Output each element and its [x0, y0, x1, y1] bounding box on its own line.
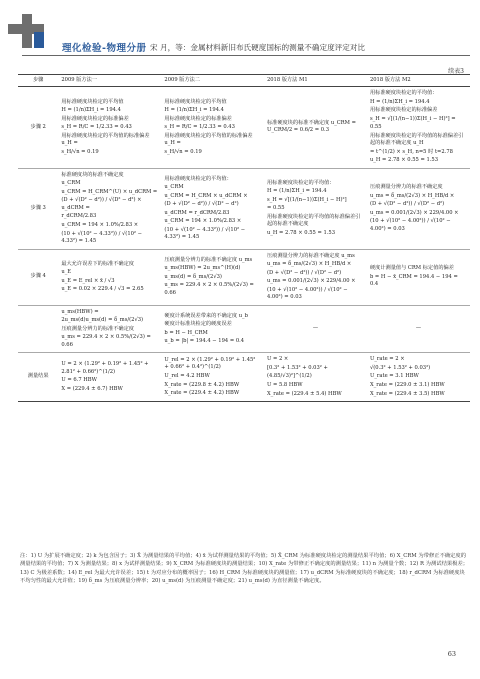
- cell-line: 用标准硬度块检定的平均值: [61, 98, 124, 105]
- cell-line: u_CRM = H_CRM^(U) × u_dCRM =: [61, 188, 158, 195]
- cell-line: U = 6.7 HBW: [61, 377, 97, 384]
- cell-line: X_rate = (229.4 ± 5.4) HBW: [266, 390, 342, 397]
- cell-line: b = H − H_CRM: [164, 329, 208, 336]
- cell-line: 用标准硬度块检定的平均值：: [266, 179, 335, 186]
- method-cell: [367, 87, 470, 169]
- cell-line: u_E = E_rel × x̄ / √3: [61, 277, 115, 284]
- cell-line: X_rate = (229.0 ± 3.1) HBW: [369, 382, 445, 388]
- column-header: 步骤: [18, 75, 58, 87]
- cell-line: 最大允许误差下的标准不确定度: [61, 260, 134, 267]
- cell-line: (D + √(D² − d²)) / √(D² − d²): [369, 201, 445, 208]
- cell-line: 压痕测量分辨力的标准不确定度: [61, 325, 134, 332]
- cell-line: 硬度计标准块检定的硬度误差: [164, 321, 232, 328]
- cell-line: 0.55: [369, 124, 382, 131]
- step-cell: 步骤 4: [18, 249, 58, 305]
- method-cell: [367, 305, 470, 353]
- cell-line: u_CRM = 194 × 1.0%/2.83 ×: [164, 218, 242, 225]
- cell-line: u_CRM = 194 × 1.0%/2.83 ×: [61, 221, 139, 228]
- cell-line: u_ms = 0.001/(2√3) × 229/4.00 ×: [266, 278, 356, 285]
- cell-line: (10 + √(10² − 4.33²)) / √(10² − 4.33²) = 1.45: [61, 230, 143, 245]
- method-cell: [161, 168, 264, 249]
- cell-line: 用标准硬度块检定的平均值：: [164, 175, 232, 182]
- method-cell: [58, 305, 161, 353]
- cell-line: U = 2 ×: [266, 356, 289, 363]
- method-cell: [367, 353, 470, 402]
- cell-line: 用标准硬度块检定的标准偏差: [369, 107, 438, 114]
- cell-line: s_H = R/C = 1/2.33 = 0.43: [164, 124, 235, 131]
- method-cell: [367, 168, 470, 249]
- cell-line: 用标准硬度块检定的标准偏差: [61, 115, 129, 122]
- column-header: 2018 版方法 M2: [367, 75, 470, 87]
- cell-line: U_rel = 4.2 HBW: [164, 372, 210, 379]
- cell-line: H = (1/n)ΣH_i = 194.4: [164, 107, 224, 114]
- step-cell: 步骤 2: [18, 87, 58, 169]
- step-cell: [18, 305, 58, 353]
- column-header: 2018 版方法 M1: [264, 75, 367, 87]
- cell-line: U_rel = 2 × (1.29² + 0.19² + 1.45² + 0.66² + 0.4²)^(1/2): [164, 356, 256, 371]
- method-cell: [264, 87, 367, 169]
- cell-line: 用标准硬度块检定的平均值: [164, 98, 227, 105]
- table-body: [18, 87, 470, 402]
- step-cell: 步骤 3: [18, 168, 58, 249]
- cell-line: u_E = 0.02 × 229.4 / √3 = 2.65: [61, 286, 144, 293]
- cell-line: H = (1/n)ΣH_i = 194.4: [266, 188, 327, 195]
- cell-line: 用标准硬度块检定的平均值：: [369, 90, 438, 96]
- cell-line: (10 + √(10² − 4.00²)) / √(10² − 4.00²) = 0.03: [266, 286, 348, 301]
- cell-line: u_ms = 0.001/(2√3) × 229/4.00 ×: [369, 209, 459, 216]
- cell-line: u_ms(HBW) =: [61, 308, 99, 315]
- cell-line: u_dCRM = r_dCRM/2.83: [164, 209, 230, 216]
- method-cell: [161, 305, 264, 353]
- cell-line: U_rate = 2 ×: [369, 356, 405, 363]
- running-title: 宋 月，等：金属材料新旧布氏硬度国标的测量不确定度评定对比: [150, 43, 366, 52]
- table-row: [18, 353, 470, 402]
- table-row: [18, 305, 470, 353]
- cell-line: 标准硬度块的标准不确定度: [61, 171, 124, 178]
- cell-line: X_rate = (229.4 ± 3.5) HBW: [369, 390, 445, 397]
- cell-line: u_ms = 229.4 × 2 × 0.5%/(2√3) = 0.66: [61, 334, 151, 348]
- cell-line: u_ms(d) = δ_ms/(2√3): [164, 273, 222, 280]
- method-cell: [58, 168, 161, 249]
- method-cell: [264, 353, 367, 402]
- journal-logo-icon: [8, 14, 44, 48]
- cell-line: (D + √(D² − d²)) / √(D² − d²) × u_dCRM =: [61, 197, 142, 211]
- cell-line: 2u_ms(d)u_ms(d) = δ_ms/(2√3): [61, 317, 144, 324]
- cell-line: 硬度计测量值与 CRM 标定值的偏差: [369, 265, 454, 272]
- cell-line: U = 2 × (1.29² + 0.19² + 1.45² + 2.81² + 0.66²)^(1/2): [61, 361, 149, 375]
- cell-line: 用标准硬度块检定的平均值的标准偏差引起的标准不确定度 u_H: [369, 132, 464, 147]
- cell-line: 硬度计系统误差带来的不确定度 u_b: [164, 312, 248, 319]
- cell-line: (D + √(D² − d²)) / √(D² − d²): [266, 269, 342, 276]
- method-cell: [264, 305, 367, 353]
- cell-line: s_H/√n = 0.19: [164, 148, 202, 155]
- cell-line: (4.85/√3)²]^(1/2): [266, 373, 312, 380]
- cell-line: X = (229.4 ± 6.7) HBW: [61, 385, 123, 392]
- cell-line: s_H/√n = 0.19: [61, 148, 99, 155]
- cell-line: s_H = R/C = 1/2.33 = 0.43: [61, 124, 132, 131]
- cell-line: 用标准硬度块检定的平均值的标准偏差 u_H =: [61, 132, 150, 147]
- cell-line: X_rate = (229.4 ± 4.2) HBW: [164, 390, 240, 397]
- cell-line: s_H = √[(1/(n−1))Σ(H_i − H)²]: [266, 196, 347, 203]
- cell-line: u_CRM: [61, 180, 81, 187]
- cell-line: = t^(1/2) × s_H, n=5 时 t=2.78: [369, 148, 453, 155]
- cell-line: (D + √(D² − d²)) / √(D² − d²): [164, 201, 239, 208]
- table-row: [18, 249, 470, 305]
- cell-line: —: [312, 325, 319, 332]
- method-cell: [161, 249, 264, 305]
- cell-line: X_rate = (229.8 ± 4.2) HBW: [164, 381, 240, 388]
- method-cell: [264, 249, 367, 305]
- cell-line: √(0.3² + 1.53² + 0.03²): [369, 364, 431, 371]
- cell-line: 用标准硬度块检定的标准偏差: [164, 115, 232, 122]
- header-rule: [22, 55, 470, 56]
- journal-name: 理化检验-物理分册: [62, 43, 147, 54]
- cell-line: 压痕测量分辨力的标准不确定度 u_ms: [266, 252, 355, 259]
- cell-line: 标准硬度块的标准不确定度 u_CRM = U_CRM/2 = 0.6/2 = 0.3: [266, 119, 356, 134]
- cell-line: —: [415, 325, 422, 332]
- cell-line: 压痕测量分辨力的标准不确定度 u_ms: [164, 256, 253, 263]
- method-cell: [367, 249, 470, 305]
- cell-line: u_ms = 229.4 × 2 × 0.5%/(2√3) = 0.66: [164, 282, 254, 296]
- cell-line: r_dCRM/2.83: [61, 213, 97, 220]
- cell-line: b = H − x̄_CRM = 194.4 − 194 = 0.4: [369, 273, 458, 288]
- table-row: [18, 168, 470, 249]
- cell-line: [0.3² + 1.53² + 0.03² +: [266, 364, 328, 371]
- cell-line: U = 5.8 HBW: [266, 382, 303, 388]
- table-row: [18, 87, 470, 169]
- cell-line: u_H = 2.78 × 0.55 = 1.53: [266, 230, 335, 236]
- cell-line: 用标准硬度块检定的平均值的标准偏差 u_H =: [164, 132, 253, 147]
- cell-line: H = (1/n)ΣH_i = 194.4: [369, 98, 430, 105]
- cell-line: (10 + √(10² − 4.00²)) / √(10² − 4.00²) = 0.03: [369, 218, 451, 232]
- cell-line: u_ms = δ_ms/(2√3) × H_HB/d ×: [266, 261, 352, 268]
- table-caption: 续表3: [448, 68, 464, 75]
- table-notes: 注：1) U 为扩展不确定度；2) k 为包含因子；3) X̄ 为测量结果的平均值；4) x̄ 为试样测量结果的平均值；5) X̄_CRM 为标准硬度块检定的测量结果平均值；6) X_CRM 为带修正不确定度的测量结果的平均值；7) X 为测量结果；8) x 为试样测量结果；9) X_CRM 为标准硬度块的测量结果；10) X_rate 为带修正不确定度的测量结果；11) n 为测量个数；12) R 为测试结果极差；13) C 为极差系数；14) E_rel 为最大允许误差；15) t 为对应分布的概率因子；16) H_CRM 为标准硬度块的测量值；17) u_dCRM 为标准硬度块的不确定度；18) r_dCRM 为标准硬度块不均匀性的最大允许值；19) δ_ms 为压痕测量分辨率；20) u_ms(d) 为压痕测量不确定度；21) u_ms(d) 为直径测量不确定度。: [20, 553, 469, 585]
- page-header: [0, 0, 480, 62]
- method-cell: [161, 353, 264, 402]
- cell-line: = 0.55: [266, 205, 285, 212]
- cell-line: u_CRM = H_CRM × u_dCRM ×: [164, 192, 248, 199]
- method-cell: [58, 353, 161, 402]
- cell-line: u_E: [61, 269, 72, 276]
- cell-line: 压痕测量分辨力的标准不确定度: [369, 184, 443, 191]
- cell-line: U_rate = 3.1 HBW: [369, 373, 419, 380]
- cell-line: s_H = √[(1/(n−1))Σ(H_i − H)²] =: [369, 115, 456, 122]
- cell-line: u_ms = δ_ms/(2√3) × H_HB/d ×: [369, 192, 455, 199]
- cell-line: u_b = |b| = 194.4 − 194 = 0.4: [164, 338, 245, 345]
- method-cell: [264, 168, 367, 249]
- column-header: 2009 版方法二: [161, 75, 264, 87]
- cell-line: u_ms(HBW) = 2u_ms^(H)(d): [164, 265, 241, 272]
- method-cell: [58, 87, 161, 169]
- cell-line: u_CRM: [164, 184, 184, 191]
- comparison-table: [18, 74, 470, 402]
- cell-line: 用标准硬度块检定的平均值的标准偏差引起的标准不确定度: [266, 213, 361, 228]
- step-cell: 测量结果: [18, 353, 58, 402]
- cell-line: (10 + √(10² − 4.33²)) / √(10² − 4.33²) = 1.45: [164, 226, 246, 241]
- cell-line: H = (1/n)ΣH_i = 194.4: [61, 107, 121, 114]
- method-cell: [161, 87, 264, 169]
- column-header: 2009 版方法一: [58, 75, 161, 87]
- method-cell: [58, 249, 161, 305]
- page-number: 63: [447, 650, 456, 658]
- table-header-row: [18, 75, 470, 87]
- cell-line: u_H = 2.78 × 0.55 = 1.53: [369, 157, 438, 164]
